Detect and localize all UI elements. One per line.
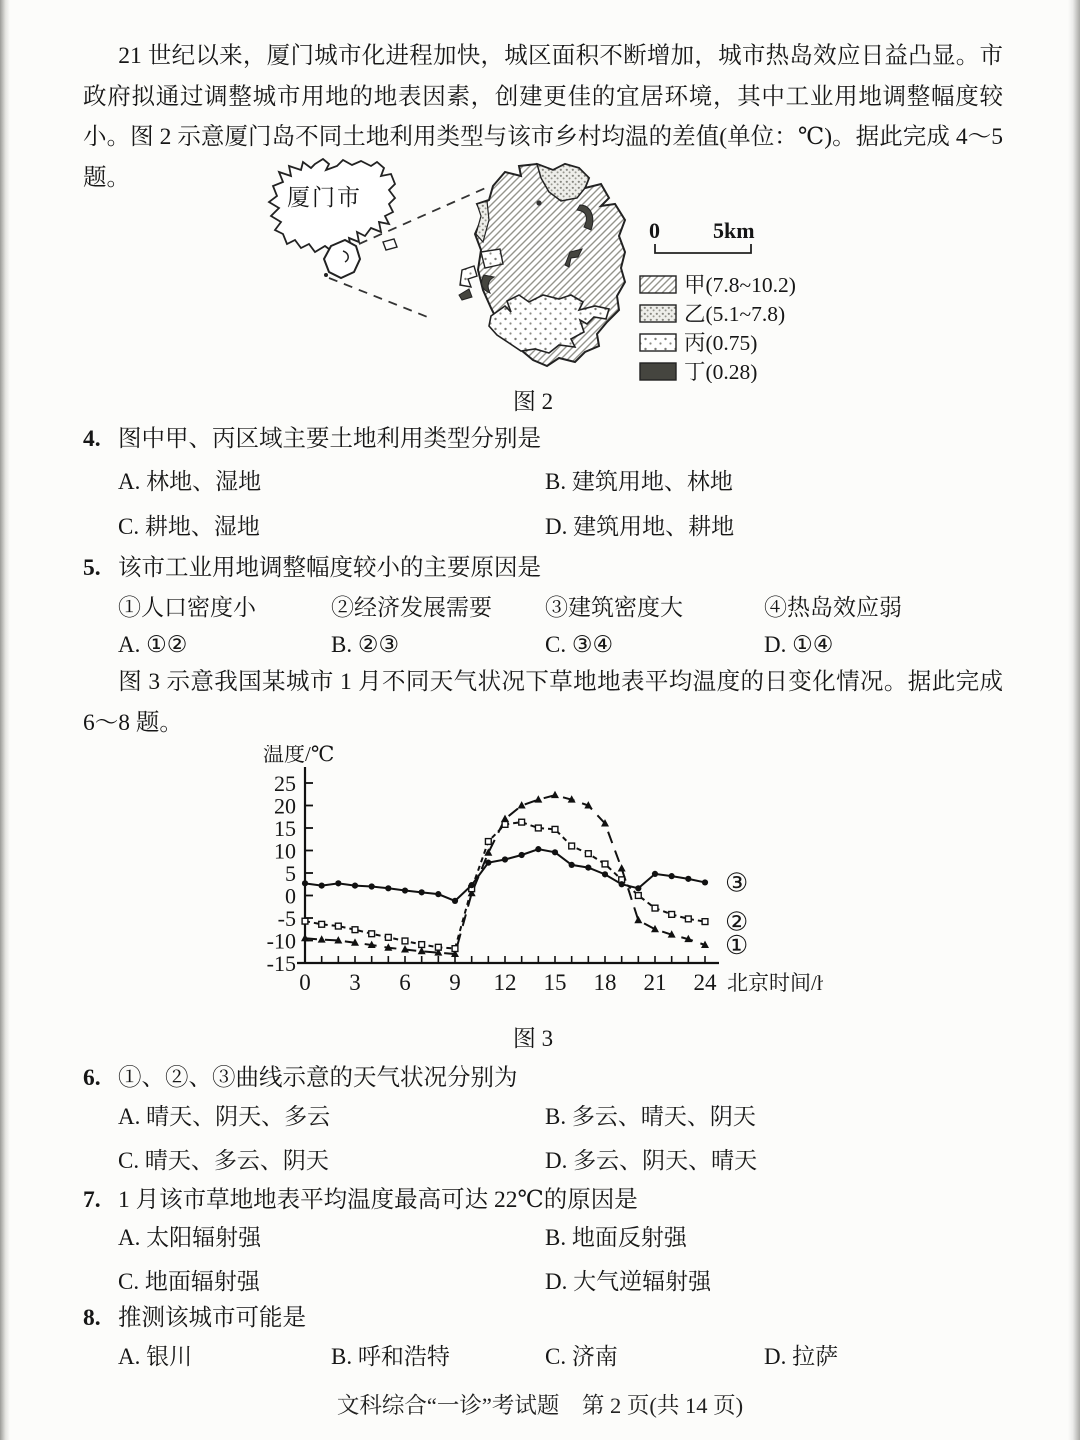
figure3-caption: 图 3 [512,1026,554,1051]
numbered-item: ④热岛效应弱 [764,595,902,620]
y-tick-label: 20 [274,793,296,819]
marker-open-square [485,839,491,845]
question-4-options-row1 [83,466,1038,498]
marker-open-square [402,938,408,944]
marker-triangle [318,935,326,942]
marker-circle [452,898,458,904]
question-4-number: 4. [83,426,101,452]
marker-circle [385,885,391,891]
island-tiny-dot [536,200,541,205]
marker-circle [552,849,558,855]
marker-circle [335,880,341,886]
option: D. 拉萨 [764,1344,839,1369]
question-4-options-row2 [83,511,1038,543]
figure3-chart [253,745,823,1030]
question-6-text: ①、②、③曲线示意的天气状况分别为 [118,1065,518,1091]
marker-circle [402,887,408,893]
option: D. 建筑用地、耕地 [545,514,735,539]
legend-swatch-jia [640,276,676,293]
option: C. 济南 [545,1344,618,1369]
x-tick-label: 18 [593,970,617,995]
option: D. 多云、阴天、晴天 [545,1148,758,1173]
option: D. ①④ [764,632,834,657]
y-tick-label: -15 [266,951,296,976]
marker-circle [302,880,308,886]
question-5-items [83,592,1038,624]
question-5-number: 5. [83,555,101,581]
marker-open-square [602,861,608,867]
option: A. 林地、湿地 [118,469,262,494]
intro-paragraph-q4-5: 21 世纪以来，厦门城市化进程加快，城区面积不断增加，城市热岛效应日益凸显。市政府拟通过调整城市用地的地表因素，创建更佳的宜居环境，其中工业用地调整幅度较小。图 2 示意厦门岛不同土地利用类型与该市乡村均温的差值(单位：℃)。据此完成 4～5 题。 [83,43,1003,191]
question-6-options-row1 [83,1101,1038,1133]
marker-open-square [385,934,391,940]
option: B. 地面反射强 [545,1225,687,1250]
marker-open-square [369,931,375,937]
scan-edge-left [0,0,10,1440]
legend-swatch-yi [640,305,676,322]
scan-edge-right [1068,0,1080,1440]
marker-circle [319,883,325,889]
y-tick-label: 25 [274,771,296,796]
marker-open-square [419,942,425,948]
x-tick-label: 3 [349,970,361,995]
option: A. 太阳辐射强 [118,1225,262,1250]
marker-open-square [585,851,591,857]
question-4 [83,422,1003,456]
legend-label-ding: 丁(0.28) [684,360,758,383]
temperature-line-chart-svg [253,745,823,1025]
city-label: 厦门市 [287,185,362,210]
region-bing-curvy [460,266,477,287]
y-tick-label: 10 [274,838,296,864]
x-tick-label: 15 [543,970,567,995]
numbered-item: ③建筑密度大 [545,595,683,620]
marker-circle [702,879,708,885]
option: A. ①② [118,632,188,657]
numbered-item: ②经济发展需要 [331,595,492,620]
marker-triangle [634,916,642,923]
marker-open-square [352,927,358,933]
question-4-text: 图中甲、丙区域主要土地利用类型分别是 [118,426,541,452]
marker-open-square [319,921,325,927]
marker-open-square [685,916,691,922]
legend-label-bing: 丙(0.75) [684,331,758,355]
question-8 [83,1301,1003,1335]
marker-circle [369,883,375,889]
x-axis-title: 北京时间/h [727,971,823,995]
y-tick-label: 5 [285,861,296,886]
marker-circle [502,856,508,862]
marker-triangle [518,801,526,808]
marker-open-square [635,893,641,899]
marker-circle [569,862,575,868]
y-tick-label: 0 [285,883,296,909]
marker-circle [535,846,541,852]
question-7-text: 1 月该市草地地表平均温度最高可达 22℃的原因是 [118,1187,638,1213]
marker-circle [469,882,475,888]
intro-paragraph-q6-8: 图 3 示意我国某城市 1 月不同天气状况下草地地表平均温度的日变化情况。据此完成 6～8 题。 [83,669,1003,736]
xiamen-island-enlarged-map [459,164,625,366]
legend-label-yi: 乙(5.1~7.8) [684,302,786,326]
marker-open-square [569,843,575,849]
option: B. 建筑用地、林地 [545,469,733,494]
marker-circle [602,871,608,877]
legend-label-jia: 甲(7.8~10.2) [684,273,796,297]
marker-circle [435,891,441,897]
option: A. 晴天、阴天、多云 [118,1104,331,1129]
question-7-number: 7. [83,1187,101,1213]
x-tick-label: 21 [643,970,667,995]
question-8-text: 推测该城市可能是 [118,1305,306,1331]
y-axis-title: 温度/℃ [263,745,335,766]
question-8-number: 8. [83,1305,101,1331]
x-tick-label: 12 [493,970,517,995]
marker-circle [485,860,491,866]
page-footer: 文科综合“一诊”考试题 第 2 页(共 14 页) [336,1393,744,1418]
option: C. 晴天、多云、阴天 [118,1148,329,1173]
xiamen-city-outline-map [269,159,397,278]
region-bing-small [481,249,503,268]
y-tick-label: -5 [277,906,296,931]
map-dot [324,273,328,277]
legend-swatch-ding [640,363,676,380]
scale-bar [649,218,755,253]
marker-open-square [669,912,675,918]
marker-circle [652,871,658,877]
question-6-options-row2 [83,1145,1038,1177]
question-7-options-row2 [83,1266,1038,1298]
x-tick-label: 24 [693,970,717,995]
marker-open-square [335,923,341,929]
question-5-text: 该市工业用地调整幅度较小的主要原因是 [118,555,541,581]
question-6 [83,1061,1003,1095]
marker-circle [669,873,675,879]
marker-circle [685,876,691,882]
marker-triangle [551,791,559,798]
question-5-options [83,629,1038,661]
option: B. ②③ [331,632,400,657]
series-label-②: ② [725,907,749,937]
marker-open-square [452,946,458,952]
marker-circle [635,885,641,891]
option: B. 呼和浩特 [331,1344,450,1369]
question-7-options-row1 [83,1222,1038,1254]
marker-open-square [535,825,541,831]
x-tick-label: 6 [399,970,411,995]
marker-triangle [534,795,542,802]
marker-circle [519,852,525,858]
marker-open-square [302,918,308,924]
marker-open-square [519,819,525,825]
question-5 [83,551,1003,585]
islet-outline [383,239,397,250]
scale-start-label: 0 [649,218,660,243]
marker-circle [352,883,358,889]
marker-open-square [652,905,658,911]
map-legend [640,273,796,383]
legend-swatch-bing [640,334,676,351]
marker-open-square [502,822,508,828]
question-6-number: 6. [83,1065,101,1091]
region-ding-small [459,289,472,300]
option: C. ③④ [545,632,614,657]
figure2-caption: 图 2 [512,389,554,414]
question-8-options [83,1341,1038,1373]
option: C. 耕地、湿地 [118,514,260,539]
numbered-item: ①人口密度小 [118,595,256,620]
marker-open-square [435,944,441,950]
xiamen-landuse-map-svg [253,156,813,383]
marker-circle [419,889,425,895]
figure2-map [253,156,823,388]
option: B. 多云、晴天、阴天 [545,1104,756,1129]
x-tick-label: 9 [449,970,461,995]
question-7 [83,1183,1003,1217]
series-label-①: ① [725,931,749,960]
series-label-③: ③ [725,868,749,898]
y-tick-label: 15 [274,816,296,841]
scale-end-label: 5km [713,218,755,243]
marker-circle [585,865,591,871]
marker-open-square [552,826,558,832]
marker-triangle [618,864,626,871]
marker-open-square [702,919,708,925]
marker-circle [619,881,625,887]
x-tick-label: 0 [299,970,311,995]
option: D. 大气逆辐射强 [545,1269,712,1294]
scale-bar-line [655,244,751,253]
option: C. 地面辐射强 [118,1269,260,1294]
zoom-connector-bottom [329,278,430,318]
y-tick-label: -10 [266,928,296,954]
option: A. 银川 [118,1344,193,1369]
